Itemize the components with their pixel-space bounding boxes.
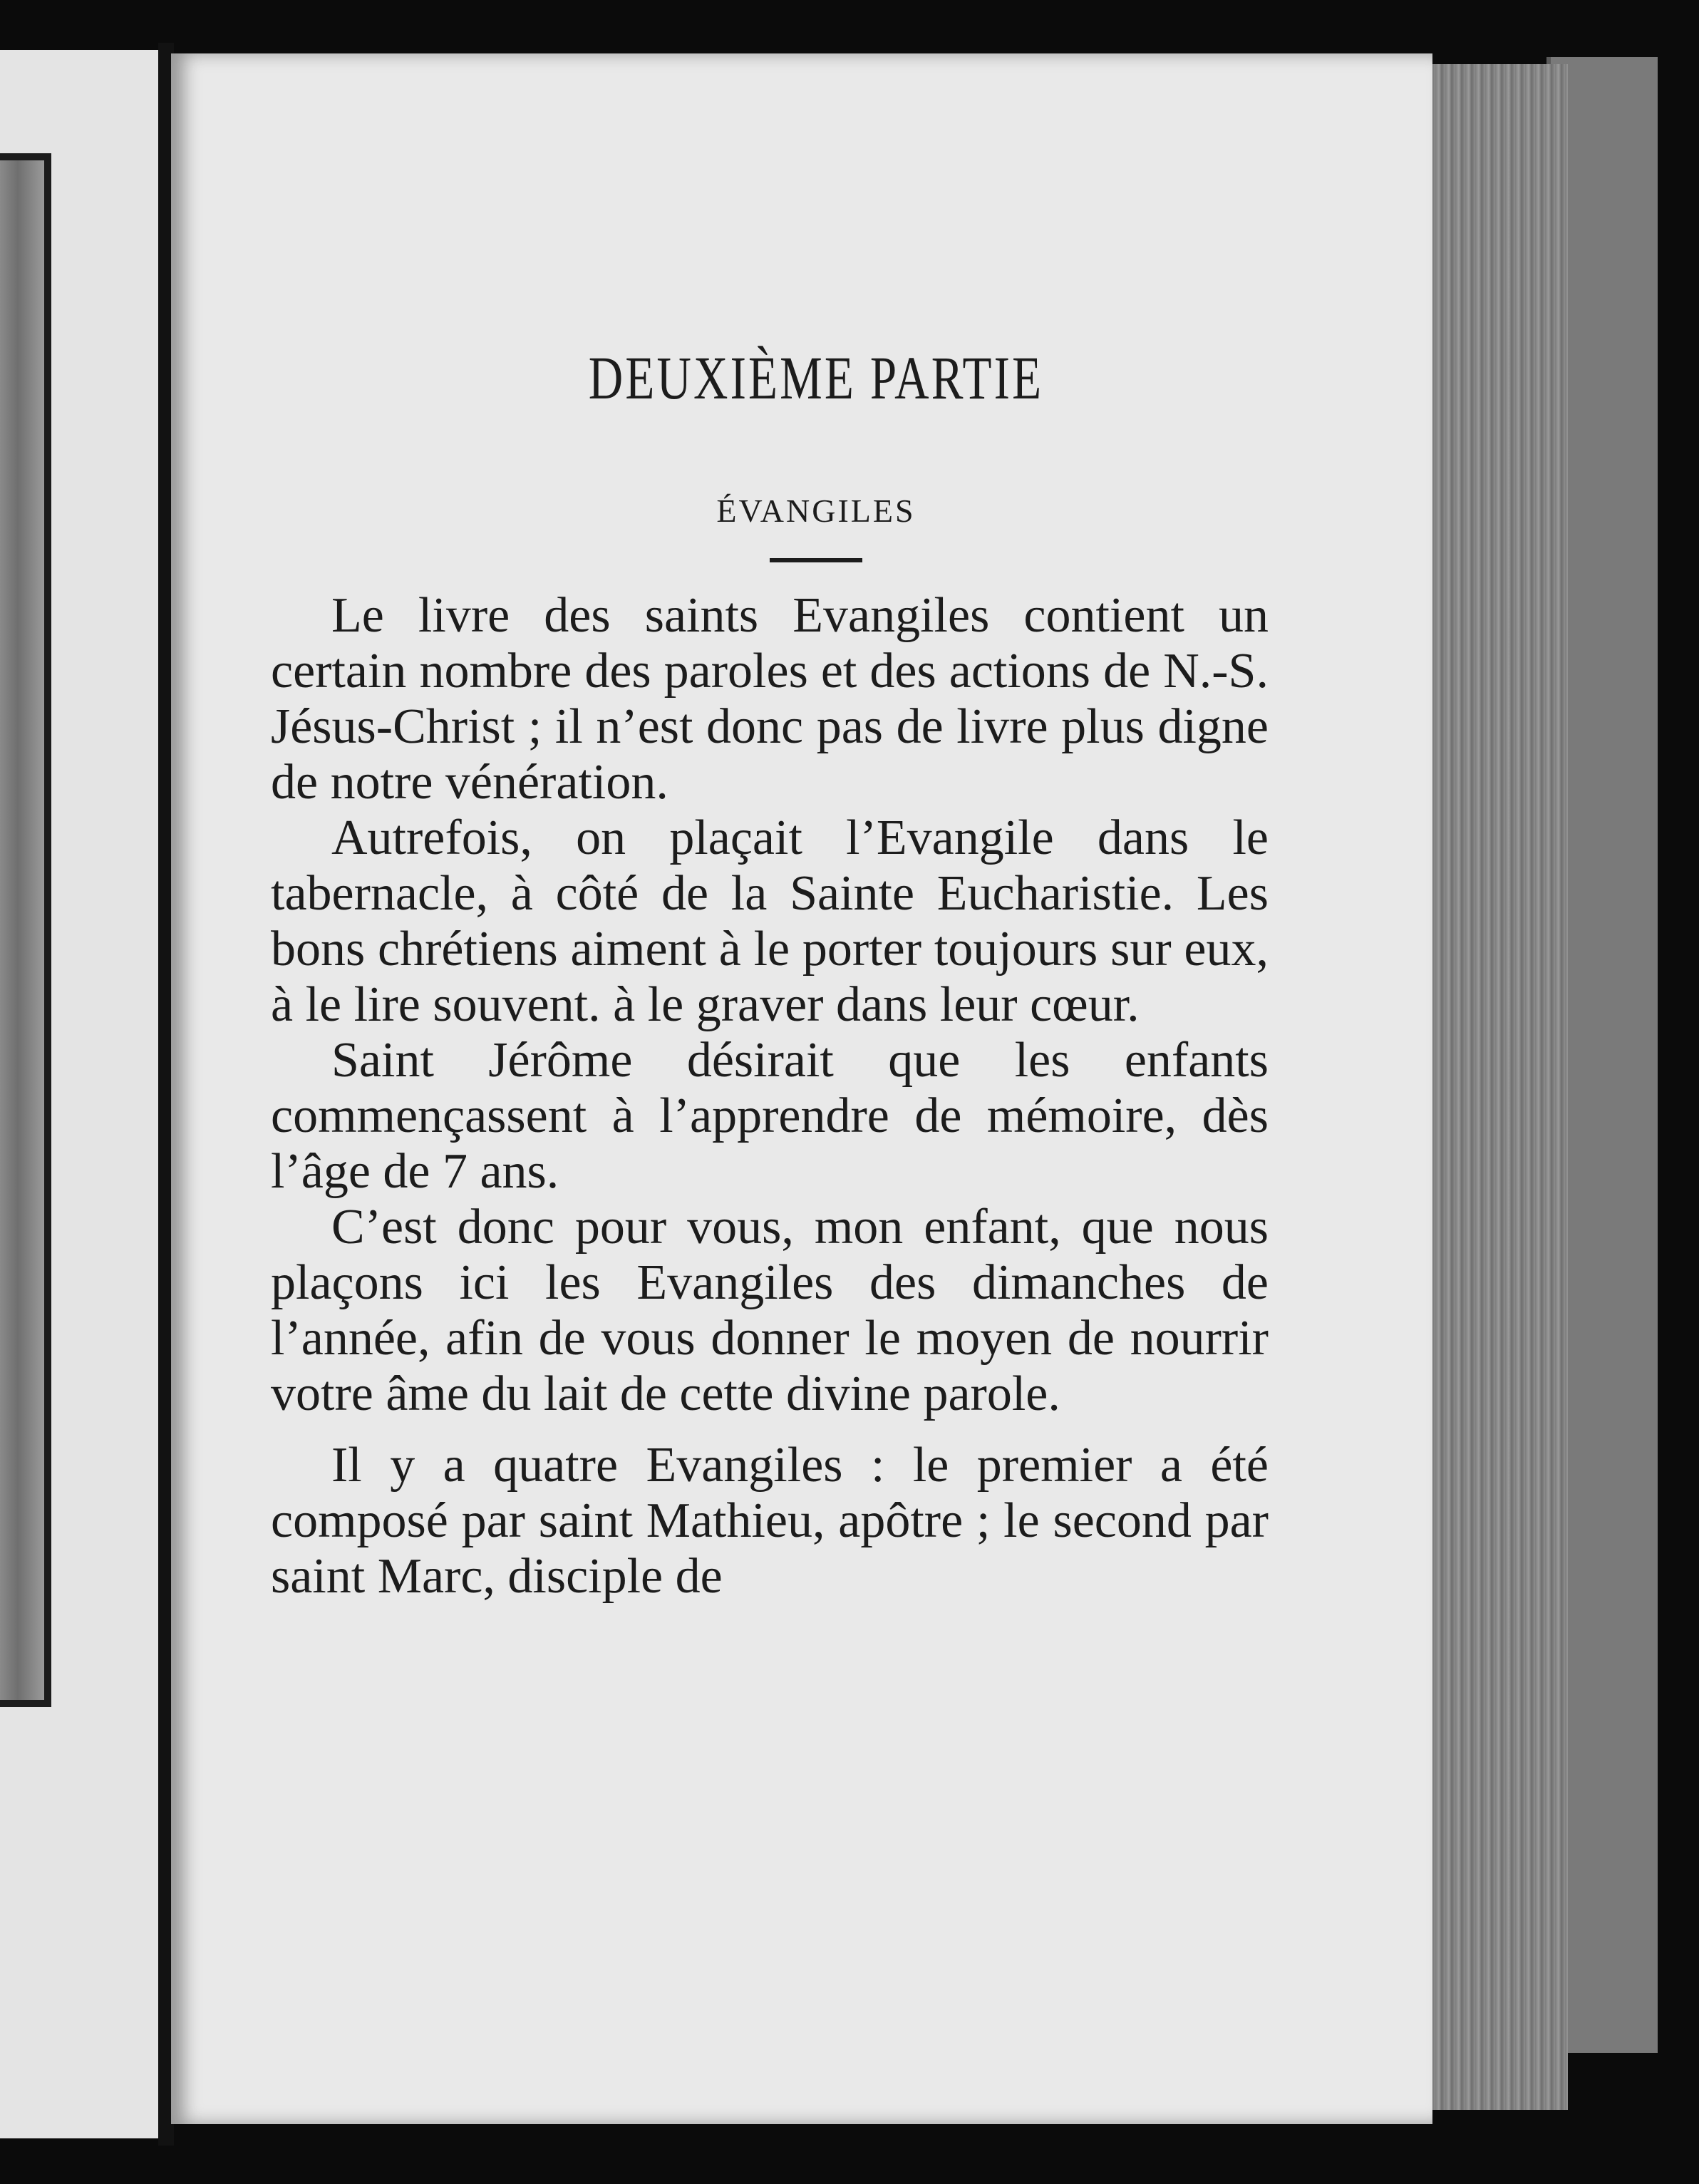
page-edges (1425, 64, 1568, 2110)
page-content (271, 342, 1283, 1604)
paragraph-3: Saint Jérôme désirait que les enfants commençassent à l’apprendre de mémoire, dès l’âge de 7 ans. (271, 1033, 1269, 1199)
paragraph-4: C’est donc pour vous, mon enfant, que nous plaçons ici les Evangiles des dimanches de l’année, afin de vous donner le moyen de nourrir votre âme du lait de cette divine parole. (271, 1200, 1269, 1421)
paragraph-5: Il y a quatre Evangiles : le premier a été composé par saint Mathieu, apôtre ; le second par saint Marc, disciple de (271, 1438, 1269, 1604)
part-title: DEUXIÈME PARTIE (588, 344, 1044, 412)
paragraph-2: Autrefois, on plaçait l’Evangile dans le tabernacle, à côté de la Sainte Eucharistie. Les bons chrétiens aiment à le porter toujours sur eux, à le lire souvent. à le graver dans leur cœur. (271, 810, 1269, 1032)
left-page-illustration (0, 153, 51, 1707)
section-rule (770, 558, 862, 562)
section-title: ÉVANGILES (716, 493, 916, 529)
paragraph-1: Le livre des saints Evangiles contient un certain nombre des paroles et des actions de N.-S. Jésus-Christ ; il n’est donc pas de livre plus digne de notre vénération. (271, 588, 1269, 810)
